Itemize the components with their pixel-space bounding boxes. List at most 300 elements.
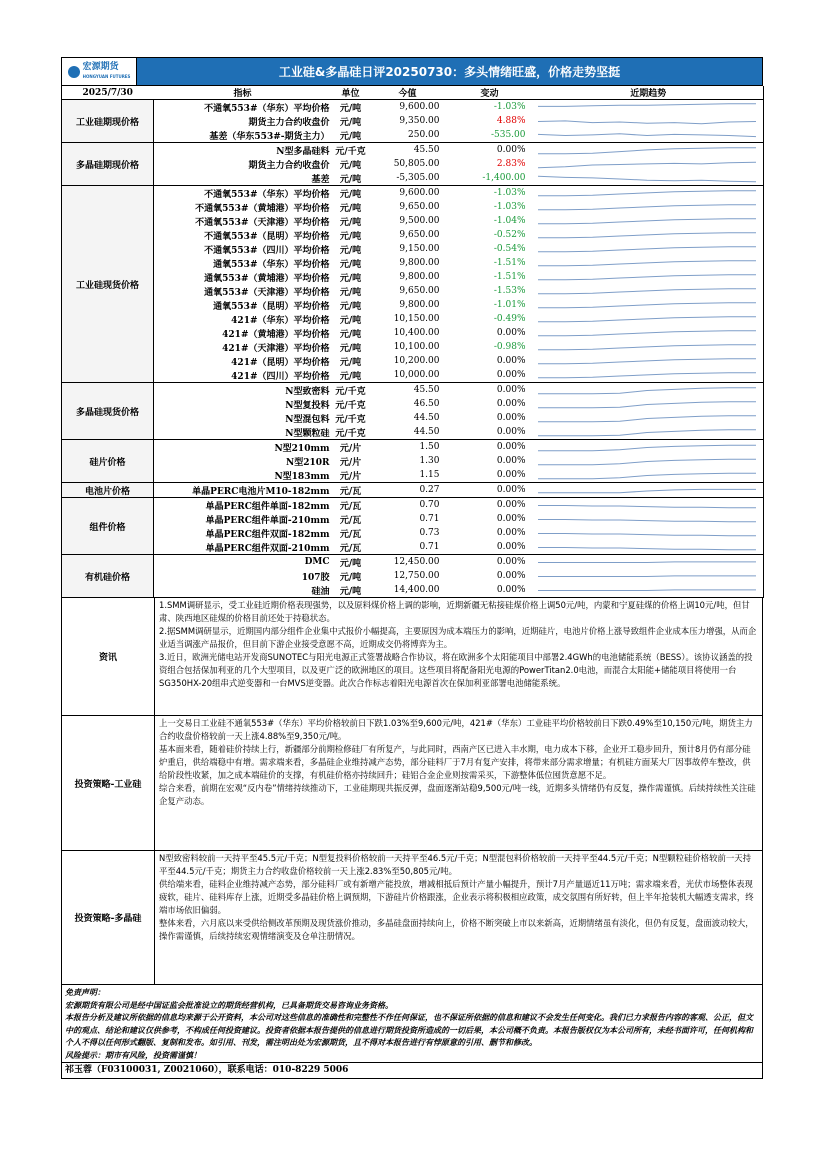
sparkline-path [538, 358, 756, 363]
sparkline-path [538, 120, 756, 123]
sparkline-path [538, 561, 756, 562]
price-row [62, 540, 764, 555]
trend-cell [534, 171, 764, 186]
sparkline [534, 271, 760, 284]
unit-cell: 元/吨 [339, 343, 362, 354]
unit-cell: 元/吨 [339, 572, 362, 583]
unit-cell: 元/吨 [332, 368, 370, 383]
price-row [62, 569, 764, 583]
sparkline [534, 426, 760, 439]
price-row [62, 157, 764, 171]
sparkline-path [538, 415, 756, 421]
strategy-poly-label: 投资策略-多晶硅 [62, 851, 155, 984]
price-row [62, 228, 764, 242]
trend-cell [534, 498, 764, 513]
report-header [61, 57, 763, 86]
change-cell: 0.00% [496, 456, 526, 466]
price-row [62, 312, 764, 326]
change-cell: -0.52% [493, 230, 526, 240]
change-cell: 0.00% [496, 442, 526, 452]
trend-cell [534, 468, 764, 483]
sparkline [534, 144, 760, 157]
trend-cell [534, 284, 764, 298]
change-cell: 0.00% [446, 468, 534, 483]
logo-sub: HONGYUAN FUTURES [82, 73, 131, 79]
trend-cell [534, 270, 764, 284]
change-cell: -1.04% [493, 216, 526, 226]
strategy-si-paragraph: 基本面来看，随着硅价持续上行，新疆部分前期检修硅厂有所复产，与此同时，西南产区已进入丰水期，电力成本下移，企业开工稳步回升，预计8月仍有部分硅炉重启，供给端稳中有增。需求端来看，多晶硅企业维持减产态势，部分硅料厂于7月有复产安排，将带来部分需求增量；有机硅方面某大厂因事故停车整改，供给阶段性收紧，加之成本端硅价的支撑，有机硅价格亦持续回升；硅铝合金企业则按需采买，下游整体低位囤货意愿不足。 [159, 744, 751, 780]
price-row [62, 128, 764, 143]
sparkline-path [538, 533, 756, 535]
sparkline [534, 369, 760, 382]
trend-cell [534, 425, 764, 440]
sparkline [534, 355, 760, 368]
price-row [62, 143, 764, 158]
change-cell: 0.00% [496, 571, 526, 581]
unit-cell: 元/吨 [339, 245, 362, 256]
indicator-name: 单晶PERC组件双面-210mm [154, 540, 332, 555]
contact-info: 祁玉蓉（F03100031, Z0021060），联系电话：010-8229 5006 [61, 1063, 763, 1079]
value-cell: 44.50 [413, 413, 440, 423]
sparkline [534, 527, 760, 540]
indicator-name: 421#（昆明）平均价格 [231, 357, 330, 368]
change-cell: 0.00% [496, 514, 526, 524]
sparkline-path [538, 147, 756, 153]
trend-cell [534, 114, 764, 128]
logo-text [83, 63, 131, 81]
indicator-name: 421#（黄埔港）平均价格 [222, 329, 330, 340]
unit-cell: 元/吨 [339, 103, 362, 114]
trend-cell [534, 100, 764, 115]
price-row [62, 186, 764, 201]
change-cell: -1.53% [493, 286, 526, 296]
value-cell: 9,600.00 [399, 102, 440, 112]
sparkline-path [538, 519, 756, 521]
unit-cell: 元/吨 [332, 583, 370, 598]
trend-cell [534, 186, 764, 201]
trend-cell [534, 354, 764, 368]
sparkline-path [538, 316, 756, 321]
unit-cell: 元/千克 [335, 400, 366, 411]
sparkline-path [538, 547, 756, 549]
indicator-name: 基差 [154, 171, 332, 186]
indicator-name: 通氧553#（华东）平均价格 [213, 259, 330, 270]
indicator-name: DMC [304, 557, 330, 567]
company-logo [62, 58, 137, 85]
price-row [62, 440, 764, 455]
sparkline [534, 201, 760, 214]
value-cell: 1.30 [419, 456, 440, 466]
sparkline-path [538, 190, 756, 195]
indicator-name: N型混包料 [285, 414, 330, 425]
unit-cell: 元/吨 [339, 315, 362, 326]
change-cell: 0.00% [446, 540, 534, 555]
indicator-name: N型210R [286, 457, 330, 468]
change-cell: 0.00% [496, 500, 526, 510]
value-cell: 0.71 [419, 514, 440, 524]
change-cell: -1.03% [493, 188, 526, 198]
indicator-name: 不通氧553#（华东）平均价格 [204, 103, 330, 114]
trend-cell [534, 200, 764, 214]
change-cell: -0.98% [493, 342, 526, 352]
logo-name: 宏源期货 [82, 61, 119, 72]
unit-cell: 元/吨 [339, 160, 362, 171]
trend-cell [534, 540, 764, 555]
price-row [62, 411, 764, 425]
sparkline-path [538, 330, 756, 335]
trend-cell [534, 512, 764, 526]
indicator-name: 不通氧553#（黄埔港）平均价格 [195, 203, 330, 214]
sparkline [534, 243, 760, 256]
sparkline [534, 187, 760, 200]
value-cell: 12,450.00 [393, 557, 440, 567]
change-cell: 0.00% [446, 425, 534, 440]
value-cell: 9,650.00 [399, 202, 440, 212]
trend-cell [534, 242, 764, 256]
value-cell: 0.71 [370, 540, 446, 555]
indicator-name: N型210mm [274, 443, 330, 454]
sparkline [534, 101, 760, 114]
trend-cell [534, 411, 764, 425]
sparkline-path [538, 204, 756, 209]
change-cell: 0.00% [496, 399, 526, 409]
category-cell: 工业硅期现价格 [62, 100, 154, 143]
disclaimer [61, 985, 763, 1063]
disclaimer-line: 本报告分析及建议所依据的信息均来源于公开资料，本公司对这些信息的准确性和完整性不作任何保证，也不保证所依据的信息和建议不会发生任何变化。我们已力求报告内容的客观、公正，但文中的观点、结论和建议仅供参考，不构成任何投资建议。投资者依据本报告提供的信息进行期货投资所造成的一切后果，本公司概不负责。本报告版权仅为本公司所有，未经书面许可，任何机构和个人不得以任何形式翻版、复制和发布。如引用、刊发，需注明出处为宏源期货，且不得对本报告进行有悖原意的引用、删节和修改。 [65, 1012, 753, 1047]
report-title: 工业硅&多晶硅日评20250730：多头情绪旺盛，价格走势坚挺 [137, 58, 762, 85]
sparkline [534, 412, 760, 425]
category-cell: 多晶硅现货价格 [62, 383, 154, 440]
price-row [62, 242, 764, 256]
sparkline-path [538, 344, 756, 349]
date-header: 2025/7/30 [62, 86, 154, 100]
sparkline-path [538, 445, 756, 451]
value-cell: 10,100.00 [393, 342, 440, 352]
value-cell: 9,800.00 [399, 300, 440, 310]
value-cell: 9,800.00 [399, 272, 440, 282]
change-cell: 0.00% [496, 413, 526, 423]
news-section [61, 598, 763, 716]
trend-cell [534, 298, 764, 312]
unit-cell: 元/瓦 [332, 483, 370, 498]
unit-cell: 元/吨 [339, 287, 362, 298]
sparkline [534, 441, 760, 454]
sparkline [534, 313, 760, 326]
value-cell: 9,800.00 [399, 258, 440, 268]
unit-cell: 元/吨 [339, 117, 362, 128]
indicator-name: 421#（华东）平均价格 [231, 315, 330, 326]
unit-cell: 元/吨 [332, 128, 370, 143]
unit-cell: 元/吨 [332, 171, 370, 186]
price-row [62, 383, 764, 398]
trend-cell [534, 526, 764, 540]
value-cell: 9,600.00 [399, 188, 440, 198]
strategy-si-body [155, 716, 762, 850]
unit-cell: 元/片 [332, 468, 370, 483]
sparkline [534, 499, 760, 512]
sparkline-path [538, 387, 756, 393]
price-row [62, 326, 764, 340]
trend-cell [534, 228, 764, 242]
category-cell: 多晶硅期现价格 [62, 143, 154, 186]
sparkline [534, 215, 760, 228]
trend-cell [534, 555, 764, 570]
sparkline-path [538, 133, 756, 136]
indicator-name: 硅油 [154, 583, 332, 598]
unit-cell: 元/吨 [339, 203, 362, 214]
indicator-name: 期货主力合约收盘价 [248, 117, 330, 128]
unit-cell: 元/吨 [339, 558, 362, 569]
sparkline [534, 556, 760, 569]
value-cell: 10,400.00 [393, 328, 440, 338]
change-cell: -0.54% [493, 244, 526, 254]
trend-cell [534, 312, 764, 326]
price-row [62, 397, 764, 411]
sparkline [534, 115, 760, 128]
trend-cell [534, 340, 764, 354]
value-cell: 45.50 [413, 385, 440, 395]
value-cell: 45.50 [413, 145, 440, 155]
category-cell: 工业硅现货价格 [62, 186, 154, 383]
strategy-si-paragraph: 上一交易日工业硅不通氧553#（华东）平均价格较前日下跌1.03%至9,600元/吨，421#（华东）工业硅平均价格较前日下跌0.49%至10,150元/吨，期货主力合约收盘价格较前一天上涨4.88%至9,350元/吨。 [159, 718, 753, 741]
price-row [62, 526, 764, 540]
sparkline [534, 158, 760, 171]
change-cell: -1.01% [493, 300, 526, 310]
change-cell: -1.51% [493, 258, 526, 268]
value-cell: 1.15 [370, 468, 446, 483]
change-cell: -1.51% [493, 272, 526, 282]
sparkline-path [538, 372, 756, 377]
unit-cell: 元/吨 [339, 231, 362, 242]
sparkline-path [538, 473, 756, 479]
indicator-name: 107胶 [301, 572, 330, 583]
price-row [62, 200, 764, 214]
unit-cell: 元/片 [339, 457, 362, 468]
trend-cell [534, 368, 764, 383]
indicator-name: 不通氧553#（华东）平均价格 [204, 189, 330, 200]
sparkline [534, 299, 760, 312]
indicator-name: 通氧553#（昆明）平均价格 [213, 301, 330, 312]
indicator-name: 通氧553#（天津港）平均价格 [204, 287, 330, 298]
strategy-poly-section [61, 851, 763, 985]
change-cell: 0.00% [496, 145, 526, 155]
indicator-header: 指标 [154, 86, 332, 100]
trend-cell [534, 483, 764, 498]
indicator-name: 421#（四川）平均价格 [154, 368, 332, 383]
sparkline-path [538, 103, 756, 106]
price-row [62, 555, 764, 570]
sparkline [534, 541, 760, 554]
news-paragraph: 2.据SMM调研显示，近期国内部分组件企业集中式报价小幅提高，主要原因为成本端压力的影响，近期硅片，电池片价格上涨导致组件企业成本压力增强，从而企业适当调涨产品报价，但目前下游企业接受意愿不高，近期成交仍将博弈为主。 [159, 626, 757, 649]
indicator-name: 421#（天津港）平均价格 [222, 343, 330, 354]
news-body [155, 598, 762, 715]
change-cell: -1.03% [493, 202, 526, 212]
trend-cell [534, 383, 764, 398]
category-cell: 电池片价格 [62, 483, 154, 498]
category-cell: 组件价格 [62, 498, 154, 555]
strategy-si-label: 投资策略-工业硅 [62, 716, 155, 850]
trend-cell [534, 214, 764, 228]
value-cell: 9,650.00 [399, 230, 440, 240]
value-cell: 0.73 [419, 528, 440, 538]
sparkline-path [538, 288, 756, 293]
indicator-name: 不通氧553#（四川）平均价格 [204, 245, 330, 256]
trend-cell [534, 397, 764, 411]
change-cell: 0.00% [446, 368, 534, 383]
change-cell: 0.00% [496, 557, 526, 567]
strategy-poly-paragraph: 供给端来看，硅料企业维持减产态势，部分硅料厂或有新增产能投放，增减相抵后预计产量小幅提升，预计7月产量逼近11万吨；需求端来看，光伏市场整体表现疲软，硅片、硅料库存上涨，近期受多晶硅价格上调预期，下游硅片价格跟涨，企业表示将积极相应政策，成交氛围有所好转，但上半年抢装机大幅透支需求，终端市场依旧偏弱。 [159, 879, 754, 915]
price-row [62, 583, 764, 598]
indicator-name: N型183mm [154, 468, 332, 483]
trend-cell [534, 569, 764, 583]
sparkline-path [538, 260, 756, 265]
value-cell: 0.70 [419, 500, 440, 510]
sparkline-path [538, 429, 756, 435]
indicator-name: N型复投料 [285, 400, 330, 411]
unit-cell: 元/千克 [335, 146, 366, 157]
news-paragraph: 1.SMM调研显示，受工业硅近期价格表现强势，以及原料煤价格上调的影响，近期新疆无粘接硅煤价格上调50元/吨，内蒙和宁夏硅煤的价格上调10元/吨，但甘肃、陕西地区硅煤的价格目前还处于持稳状态。 [159, 600, 750, 623]
news-label: 资讯 [62, 598, 155, 715]
trend-cell [534, 440, 764, 455]
price-row [62, 512, 764, 526]
indicator-name: 基差（华东553#-期货主力） [154, 128, 332, 143]
sparkline-path [538, 302, 756, 307]
price-row [62, 454, 764, 468]
unit-cell: 元/吨 [339, 329, 362, 340]
change-cell: 0.00% [496, 328, 526, 338]
strategy-poly-paragraph: 整体来看，六月底以来受供给侧改革预期及现货涨价推动，多晶硅盘面持续向上，价格不断突破上市以来新高，近期情绪虽有淡化，但仍有反复，盘面波动较大，操作需谨慎，后续持续宏观情绪演变及仓单注册情况。 [159, 918, 754, 941]
unit-cell: 元/吨 [339, 189, 362, 200]
change-cell: 0.00% [496, 385, 526, 395]
category-cell: 硅片价格 [62, 440, 154, 483]
sparkline [534, 584, 760, 597]
change-cell: -535.00 [446, 128, 534, 143]
indicator-name: 单晶PERC电池片M10-182mm [154, 483, 332, 498]
sparkline-path [538, 218, 756, 223]
change-cell: 4.88% [496, 116, 526, 126]
unit-cell: 元/吨 [339, 357, 362, 368]
price-row [62, 425, 764, 440]
sparkline [534, 341, 760, 354]
change-cell: 0.00% [446, 483, 534, 498]
value-cell: -5,305.00 [370, 171, 446, 186]
sparkline [534, 172, 760, 185]
sparkline [534, 229, 760, 242]
value-cell: 250.00 [370, 128, 446, 143]
value-cell: 10,150.00 [393, 314, 440, 324]
indicator-name: 单晶PERC组件单面-210mm [205, 515, 330, 526]
value-cell: 14,400.00 [370, 583, 446, 598]
unit-cell: 元/片 [339, 443, 362, 454]
trend-cell [534, 326, 764, 340]
column-header-row [62, 86, 764, 100]
unit-header: 单位 [332, 86, 370, 100]
disclaimer-line: 免责声明： [65, 987, 105, 997]
change-cell: 0.00% [496, 528, 526, 538]
value-cell: 12,750.00 [393, 571, 440, 581]
sparkline [534, 469, 760, 482]
sparkline-path [538, 274, 756, 279]
value-cell: 1.50 [419, 442, 440, 452]
indicator-name: 单晶PERC组件单面-182mm [205, 501, 330, 512]
price-table [61, 86, 764, 598]
trend-cell [534, 128, 764, 143]
sparkline-path [538, 589, 756, 590]
price-row [62, 483, 764, 498]
unit-cell: 元/瓦 [339, 501, 362, 512]
change-cell: 0.00% [446, 583, 534, 598]
change-cell: -1,400.00 [446, 171, 534, 186]
indicator-name: N型致密料 [285, 386, 330, 397]
report-page [61, 57, 763, 1079]
change-header: 变动 [446, 86, 534, 100]
strategy-si-section [61, 716, 763, 851]
disclaimer-line: 宏源期货有限公司是经中国证监会批准设立的期货经营机构，已具备期货交易咨询业务资格。 [65, 999, 393, 1010]
indicator-name: 通氧553#（黄埔港）平均价格 [204, 273, 330, 284]
strategy-poly-paragraph: N型致密料较前一天持平至45.5元/千克；N型复投料价格较前一天持平至46.5元/千克；N型混包料价格较前一天持平至44.5元/千克；N型颗粒硅价格较前一天持平至44.5元/千克；期货主力合约收盘价格较前一天上涨2.83%至50,805元/吨。 [159, 853, 751, 876]
price-row [62, 340, 764, 354]
sparkline-path [538, 401, 756, 407]
news-paragraph: 3.近日，欧洲光储电站开发商SUNOTEC与阳光电源正式签署战略合作协议，将在欧洲多个太阳能项目中部署2.4GWh的电池储能系统（BESS）。该协议涵盖的投资组合包括保加利亚的几个大型项目，以及更广泛的欧洲地区的项目。这些项目将配备阳光电源的PowerTitan2.0电池，而混合太阳能+储能项目将使用一台SG350HX-20组串式逆变器和一台MVS逆变器。此次合作标志着阳光电源首次在保加利亚部署电池储能系统。 [159, 652, 753, 688]
trend-cell [534, 454, 764, 468]
unit-cell: 元/吨 [339, 301, 362, 312]
price-row [62, 270, 764, 284]
indicator-name: 期货主力合约收盘价 [248, 160, 330, 171]
sparkline-path [538, 505, 756, 507]
unit-cell: 元/瓦 [339, 515, 362, 526]
logo-mark-icon [68, 66, 80, 78]
sparkline [534, 398, 760, 411]
price-row [62, 256, 764, 270]
value-cell: 9,500.00 [399, 216, 440, 226]
price-row [62, 171, 764, 186]
sparkline [534, 129, 760, 142]
value-cell: 9,650.00 [399, 286, 440, 296]
trend-cell [534, 256, 764, 270]
value-cell: 10,200.00 [393, 356, 440, 366]
trend-header: 近期趋势 [534, 86, 764, 100]
sparkline [534, 455, 760, 468]
unit-cell: 元/吨 [339, 259, 362, 270]
unit-cell: 元/千克 [332, 425, 370, 440]
indicator-name: 不通氧553#（昆明）平均价格 [204, 231, 330, 242]
indicator-name: 不通氧553#（天津港）平均价格 [195, 217, 330, 228]
sparkline-path [538, 489, 756, 492]
unit-cell: 元/瓦 [332, 540, 370, 555]
indicator-name: 单晶PERC组件双面-182mm [205, 529, 330, 540]
sparkline [534, 327, 760, 340]
sparkline [534, 257, 760, 270]
unit-cell: 元/吨 [339, 273, 362, 284]
change-cell: 0.00% [496, 356, 526, 366]
sparkline-path [538, 176, 756, 182]
price-row [62, 100, 764, 115]
sparkline [534, 570, 760, 583]
trend-cell [534, 583, 764, 598]
sparkline [534, 285, 760, 298]
price-row [62, 468, 764, 483]
value-cell: 0.27 [370, 483, 446, 498]
strategy-poly-body [155, 851, 762, 984]
sparkline-path [538, 162, 756, 168]
strategy-si-paragraph: 综合来看，前期在宏观“反内卷”情绪持续推动下，工业硅期现共振反弹，盘面逐渐站稳9,500元/吨一线，近期多头情绪仍有反复，操作需谨慎。后续持续性关注硅企复产动态。 [159, 783, 756, 806]
price-row [62, 214, 764, 228]
sparkline-path [538, 246, 756, 251]
price-row [62, 114, 764, 128]
price-row [62, 298, 764, 312]
sparkline-path [538, 575, 756, 576]
change-cell: 2.83% [496, 159, 526, 169]
